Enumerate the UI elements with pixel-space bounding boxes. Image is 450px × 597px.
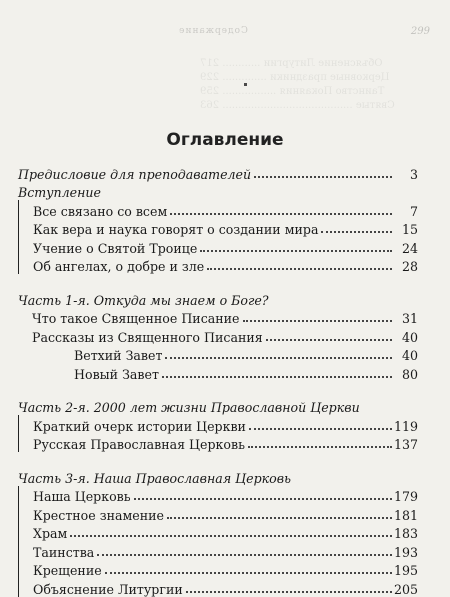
toc-entry-page: 181 xyxy=(393,507,418,523)
bleed-through-line: Церковные праздники .............. 229 xyxy=(200,72,390,83)
toc-entry[interactable] xyxy=(18,308,418,327)
toc-entry-label: Наша Церковь xyxy=(33,489,134,504)
dot-leader xyxy=(167,517,392,519)
toc-entry-label: Рассказы из Священного Писания xyxy=(32,330,266,345)
toc-entry[interactable] xyxy=(19,523,418,542)
dot-leader xyxy=(200,250,392,252)
bleed-through-line: Объяснение Литургии ............ 217 xyxy=(200,58,383,69)
dot-leader xyxy=(266,339,392,341)
table-of-contents xyxy=(18,163,418,597)
toc-entry-page: 24 xyxy=(401,240,418,256)
toc-entry-label: Все связано со всем xyxy=(33,204,170,219)
toc-entry-page: 195 xyxy=(393,563,418,578)
toc-entry-page: 15 xyxy=(401,222,418,237)
toc-entry-label: Об ангелах, о добре и зле xyxy=(33,259,207,274)
toc-entry-page: 40 xyxy=(401,329,418,345)
section-gap xyxy=(18,452,418,467)
toc-section-part-3 xyxy=(18,486,418,597)
toc-entry-preface[interactable] xyxy=(18,163,418,182)
toc-entry[interactable] xyxy=(19,560,418,579)
toc-heading-part-1: Часть 1-я. Откуда мы знаем о Боге? xyxy=(18,292,269,308)
toc-entry-page: 80 xyxy=(401,366,418,382)
dot-leader xyxy=(243,320,392,322)
toc-entry-page: 119 xyxy=(393,418,418,434)
dot-leader xyxy=(165,357,392,359)
ink-dot xyxy=(244,83,247,86)
toc-entry-label: Храм xyxy=(33,526,70,541)
dot-leader xyxy=(134,498,392,500)
toc-entry-page: 28 xyxy=(401,259,418,274)
bleed-through-page-number: 299 xyxy=(410,26,430,37)
toc-entry-label: Крещение xyxy=(33,563,105,578)
toc-entry-label: Предисловие для преподавателей xyxy=(18,167,254,182)
dot-leader xyxy=(207,268,392,270)
toc-entry[interactable] xyxy=(19,219,418,238)
dot-leader xyxy=(70,535,392,537)
toc-entry[interactable] xyxy=(19,504,418,523)
toc-heading-introduction: Вступление xyxy=(18,185,101,200)
toc-entry[interactable] xyxy=(18,326,418,345)
dot-leader xyxy=(162,376,392,378)
toc-entry[interactable] xyxy=(19,237,418,256)
toc-entry-page: 3 xyxy=(409,166,418,182)
toc-entry[interactable] xyxy=(19,434,418,453)
toc-entry[interactable] xyxy=(19,486,418,505)
toc-entry-label: Новый Завет xyxy=(74,367,162,382)
toc-heading-part-2: Часть 2-я. 2000 лет жизни Православной Церкви xyxy=(18,400,360,415)
toc-heading-part-3: Часть 3-я. Наша Православная Церковь xyxy=(18,470,291,486)
toc-entry-label: Как вера и наука говорят о создании мира xyxy=(33,222,321,237)
toc-entry-label: Что такое Священное Писание xyxy=(32,311,243,326)
bleed-through-header: Содержание xyxy=(178,26,248,36)
dot-leader xyxy=(249,428,392,430)
toc-entry[interactable] xyxy=(19,415,418,434)
dot-leader xyxy=(321,231,392,233)
section-gap xyxy=(18,274,418,289)
toc-section-introduction xyxy=(18,200,418,274)
toc-entry[interactable] xyxy=(18,363,418,382)
toc-section-part-1 xyxy=(18,308,418,382)
bleed-through-line: Таинство Покаяния ................. 259 xyxy=(200,86,385,97)
toc-entry-label: Объяснение Литургии xyxy=(33,582,186,597)
toc-entry-label: Русская Православная Церковь xyxy=(33,437,248,452)
toc-entry-page: 183 xyxy=(393,526,418,541)
toc-entry-page: 179 xyxy=(393,489,418,504)
toc-entry[interactable] xyxy=(18,345,418,364)
toc-entry-label: Таинства xyxy=(33,545,97,560)
toc-entry[interactable] xyxy=(19,200,418,219)
section-gap xyxy=(18,382,418,397)
toc-entry-page: 7 xyxy=(409,203,418,219)
toc-entry-label: Краткий очерк истории Церкви xyxy=(33,419,249,434)
bleed-through-line: Святые ......................................... 263 xyxy=(200,100,395,111)
toc-entry-page: 205 xyxy=(393,581,418,597)
toc-entry-page: 40 xyxy=(401,348,418,363)
dot-leader xyxy=(254,176,392,178)
toc-entry[interactable] xyxy=(19,541,418,560)
toc-entry-page: 31 xyxy=(401,311,418,326)
toc-entry-label: Учение о Святой Троице xyxy=(33,241,200,256)
dot-leader xyxy=(170,213,392,215)
toc-entry[interactable] xyxy=(19,578,418,597)
dot-leader xyxy=(97,554,392,556)
toc-entry-label: Крестное знамение xyxy=(33,508,167,523)
page-title: Оглавление xyxy=(166,130,284,150)
toc-entry-page: 193 xyxy=(393,544,418,560)
toc-section-part-2 xyxy=(18,415,418,452)
dot-leader xyxy=(248,446,392,448)
toc-entry-label: Ветхий Завет xyxy=(74,348,165,363)
dot-leader xyxy=(105,572,392,574)
toc-entry-page: 137 xyxy=(393,437,418,452)
toc-entry[interactable] xyxy=(19,256,418,275)
